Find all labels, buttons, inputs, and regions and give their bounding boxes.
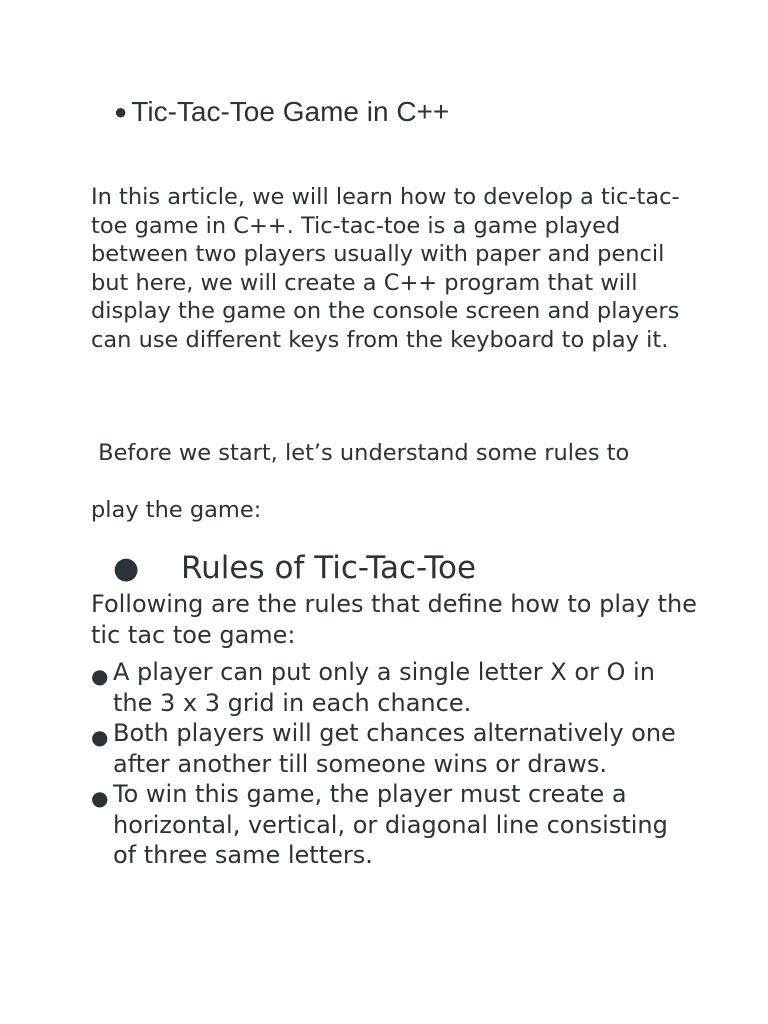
rule-text: To win this game, the player must create a horizontal, vertical, or diagonal line consisting of three same letters. (113, 780, 668, 869)
rules-heading-text: Rules of Tic-Tac-Toe (181, 550, 477, 586)
bullet-icon: ● (113, 551, 140, 586)
rules-intro-paragraph: Following are the rules that define how to play the tic tac toe game: (91, 590, 697, 649)
title-item (114, 94, 449, 130)
list-item (91, 718, 691, 779)
bullet-icon: ● (91, 786, 109, 810)
rule-text: A player can put only a single letter X or O in the 3 x 3 grid in each chance. (113, 658, 655, 717)
before-line-2: play the game: (91, 497, 262, 523)
rules-heading (113, 548, 476, 589)
intro-paragraph: In this article, we will learn how to develop a tic-tac-toe game in C++. Tic-tac-toe is a game played between two players usually with paper and pencil but here, we will create a C++ program that will display the game on the console screen and players can use different keys from the keyboard to play it. (91, 184, 680, 353)
page-title: Tic-Tac-Toe Game in C++ (131, 96, 450, 127)
list-item (91, 657, 691, 718)
before-paragraph (91, 425, 711, 539)
bullet-icon: ● (91, 664, 109, 688)
bullet-icon: ● (91, 725, 109, 749)
rule-text: Both players will get chances alternatively one after another till someone wins or draws. (113, 719, 676, 778)
list-item (91, 779, 691, 871)
rules-list (91, 657, 691, 871)
bullet-icon: ● (114, 99, 128, 124)
before-line-1: Before we start, let’s understand some rules to (91, 440, 630, 466)
